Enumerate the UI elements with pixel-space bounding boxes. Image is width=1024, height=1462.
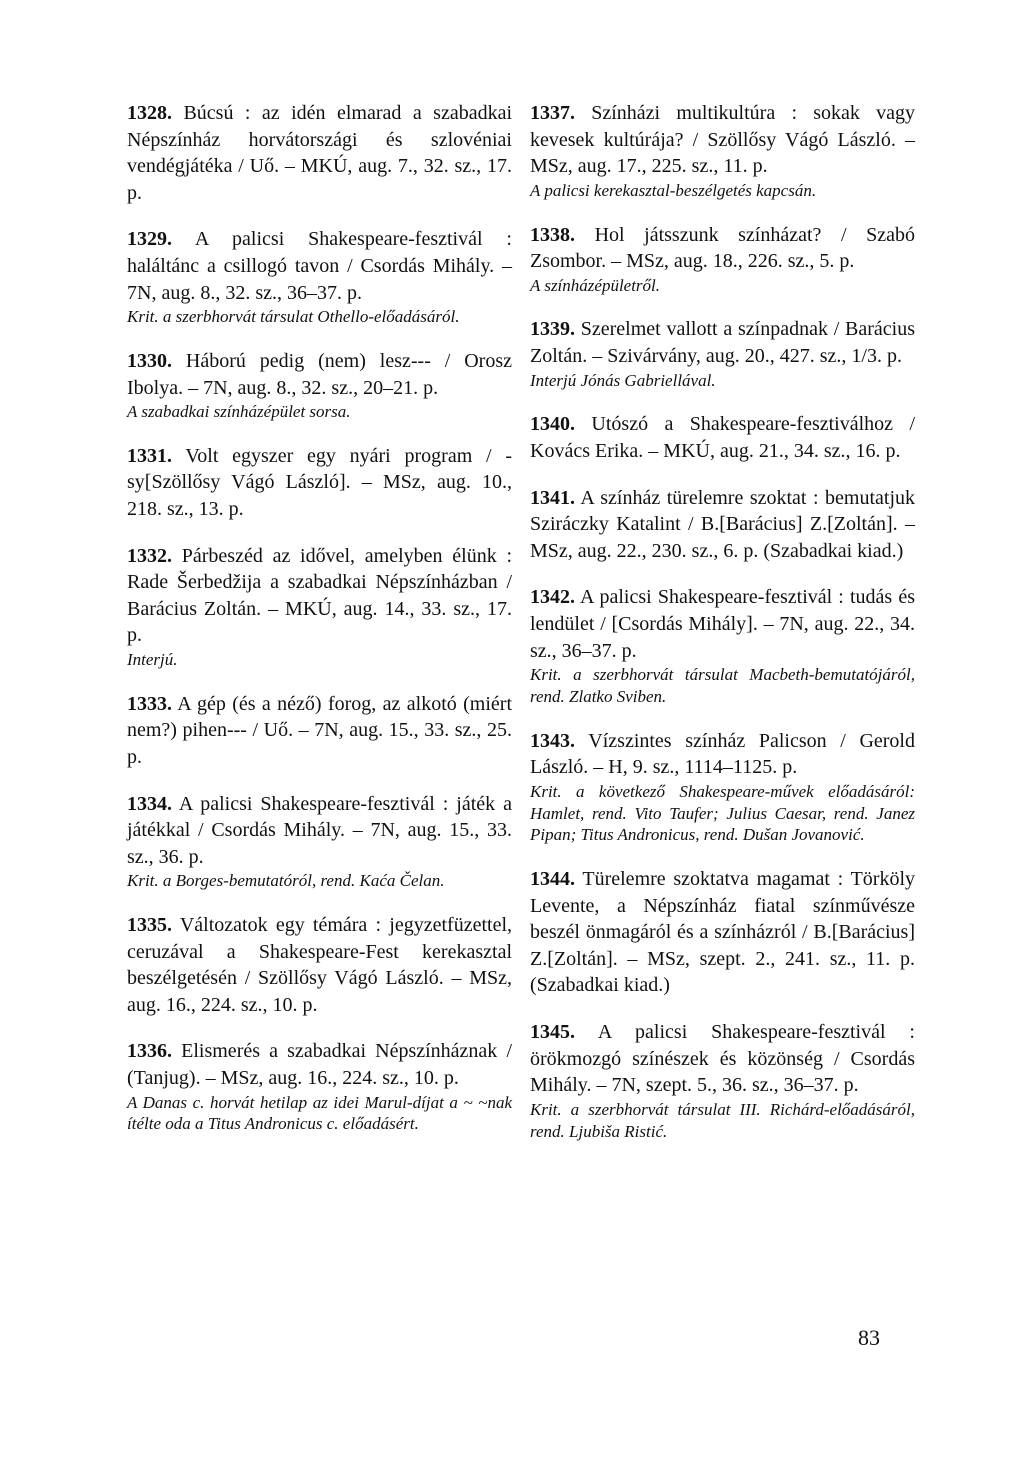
bibliography-entry [530, 1019, 915, 1142]
left-column [127, 100, 512, 1155]
entry-main [530, 728, 915, 781]
entry-number: 1343. [530, 729, 575, 752]
entry-text: A gép (és a néző) forog, az alkotó (miért nem?) pihen--- / Uő. – 7N, aug. 15., 33. sz., 25. p. [127, 692, 512, 768]
bibliography-entry [530, 485, 915, 565]
entry-text: A palicsi Shakespeare-fesztivál : örökmozgó színészek és közönség / Csordás Mihály. – 7N, szept. 5., 36. sz., 36–37. p. [530, 1021, 915, 1097]
entry-main [127, 1038, 512, 1091]
entry-number: 1331. [127, 444, 172, 467]
entry-main [127, 543, 512, 649]
entry-number: 1341. [530, 486, 575, 509]
entry-main [530, 100, 915, 180]
entry-number: 1336. [127, 1040, 172, 1063]
entry-number: 1338. [530, 223, 575, 246]
entry-text: Utószó a Shakespeare-fesztiválhoz / Kovács Erika. – MKÚ, aug. 21., 34. sz., 16. p. [530, 413, 916, 462]
entry-main [530, 584, 915, 664]
entry-number: 1335. [127, 914, 172, 937]
entry-text: Változatok egy témára : jegyzetfüzettel, ceruzával a Shakespeare-Fest kerekasztal beszélgetésén / Szöllősy Vágó László. – MSz, aug. 16., 224. sz., 10. p. [127, 914, 512, 1016]
entry-number: 1334. [127, 792, 172, 815]
entry-number: 1329. [127, 228, 172, 251]
bibliography-entry [127, 543, 512, 671]
entry-main [127, 100, 512, 206]
entry-main [127, 912, 512, 1018]
entry-text: Volt egyszer egy nyári program / -sy[Szöllősy Vágó László]. – MSz, aug. 10., 218. sz., 13. p. [127, 444, 512, 521]
bibliography-entry [127, 1038, 512, 1135]
bibliography-entry [530, 411, 915, 464]
entry-number: 1340. [530, 413, 575, 436]
entry-main [127, 226, 512, 306]
bibliography-entry [530, 222, 915, 297]
entry-main [127, 691, 512, 771]
entry-main [530, 485, 915, 565]
entry-text: Hol játsszunk színházat? / Szabó Zsombor. – MSz, aug. 18., 226. sz., 5. p. [530, 223, 916, 273]
entry-number: 1342. [530, 586, 575, 609]
entry-main [530, 316, 915, 369]
entry-main [530, 222, 915, 275]
entry-number: 1328. [127, 102, 172, 124]
entry-number: 1330. [127, 349, 172, 372]
entry-text: Türelemre szoktatva magamat : Törköly Levente, a Népszínház fiatal színművésze beszél önmagáról és a színházról / B.[Barácius] Z.[Zoltán]. – MSz, szept. 2., 241. sz., 11. p. (Szabadkai kiad.) [530, 868, 916, 997]
entry-note: Krit. a szerbhorvát társulat Othello-előadásáról. [127, 307, 460, 327]
bibliography-entry [127, 100, 512, 206]
entry-text: Búcsú : az idén elmarad a szabadkai Népszínház horvátországi és szlovéniai vendégjátéka / Uő. – MKÚ, aug. 7., 32. sz., 17. p. [127, 102, 513, 204]
entry-text: A színház türelemre szoktat : bemutatjuk Sziráczky Katalint / B.[Barácius] Z.[Zoltán]. – MSz, aug. 22., 230. sz., 6. p. (Szabadkai kiad.) [530, 486, 915, 562]
entry-main [127, 348, 512, 401]
entry-number: 1337. [530, 102, 575, 124]
bibliography-entry [127, 691, 512, 771]
entry-text: Vízszintes színház Palicson / Gerold László. – H, 9. sz., 1114–1125. p. [530, 729, 915, 779]
bibliography-entry [127, 912, 512, 1018]
page-number: 83 [858, 1325, 880, 1350]
entry-text: A palicsi Shakespeare-fesztivál : haláltánc a csillogó tavon / Csordás Mihály. – 7N, aug. 8., 32. sz., 36–37. p. [127, 228, 512, 304]
entry-note: Krit. a szerbhorvát társulat III. Richárd-előadásáról, rend. Ljubiša Ristić. [530, 1099, 915, 1141]
entry-text: Párbeszéd az idővel, amelyben élünk : Rade Šerbedžija a szabadkai Népszínházban / Barácius Zoltán. – MKÚ, aug. 14., 33. sz., 17. p. [127, 544, 513, 647]
entry-note: Interjú Jónás Gabriellával. [530, 370, 716, 390]
entry-number: 1345. [530, 1021, 575, 1044]
bibliography-entry [127, 443, 512, 523]
entry-number: 1344. [530, 868, 575, 891]
bibliography-entry [530, 866, 915, 999]
entry-main [530, 866, 915, 999]
bibliography-entry [530, 100, 915, 202]
bibliography-entry [127, 791, 512, 893]
entry-text: A palicsi Shakespeare-fesztivál : tudás és lendület / [Csordás Mihály]. – 7N, aug. 22., 34. sz., 36–37. p. [530, 586, 915, 662]
entry-main [530, 1019, 915, 1099]
entry-text: Elismerés a szabadkai Népszínháznak / (Tanjug). – MSz, aug. 16., 224. sz., 10. p. [127, 1040, 512, 1090]
bibliography-entry [530, 728, 915, 846]
entry-note: A Danas c. horvát hetilap az idei Marul-díjat a ~ ~nak ítélte oda a Titus Andronicus c. előadásért. [127, 1092, 512, 1134]
entry-text: Szerelmet vallott a színpadnak / Barácius Zoltán. – Szivárvány, aug. 20., 427. sz., 1/3. p. [530, 318, 915, 368]
entry-number: 1333. [127, 692, 172, 715]
entry-note: A szabadkai színházépület sorsa. [127, 402, 351, 422]
bibliography-entry [530, 316, 915, 391]
entry-number: 1332. [127, 544, 172, 567]
entry-text: Háború pedig (nem) lesz--- / Orosz Ibolya. – 7N, aug. 8., 32. sz., 20–21. p. [127, 349, 512, 399]
entry-number: 1339. [530, 318, 575, 341]
bibliography-entry [530, 584, 915, 707]
entry-main [127, 791, 512, 871]
entry-note: Krit. a szerbhorvát társulat Macbeth-bemutatójáról, rend. Zlatko Sviben. [530, 665, 915, 706]
entry-note: A színházépületről. [530, 275, 661, 295]
bibliography-entry [127, 226, 512, 328]
entry-main [127, 443, 512, 523]
right-column [530, 100, 915, 1162]
bibliography-entry [127, 348, 512, 423]
entry-text: Színházi multikultúra : sokak vagy kevesek kultúrája? / Szöllősy Vágó László. – MSz, aug. 17., 225. sz., 11. p. [530, 102, 915, 178]
entry-note: Krit. a Borges-bemutatóról, rend. Kaća Čelan. [127, 871, 445, 891]
entry-note: Krit. a következő Shakespeare-művek előadásáról: Hamlet, rend. Vito Taufer; Julius Caesar, rend. Janez Pipan; Titus Andronicus, rend. Dušan Jovanović. [530, 781, 915, 845]
entry-main [530, 411, 915, 464]
entry-note: Interjú. [127, 650, 178, 669]
entry-note: A palicsi kerekasztal-beszélgetés kapcsán. [530, 180, 817, 200]
entry-text: A palicsi Shakespeare-fesztivál : játék a játékkal / Csordás Mihály. – 7N, aug. 15., 33. sz., 36. p. [127, 792, 513, 868]
